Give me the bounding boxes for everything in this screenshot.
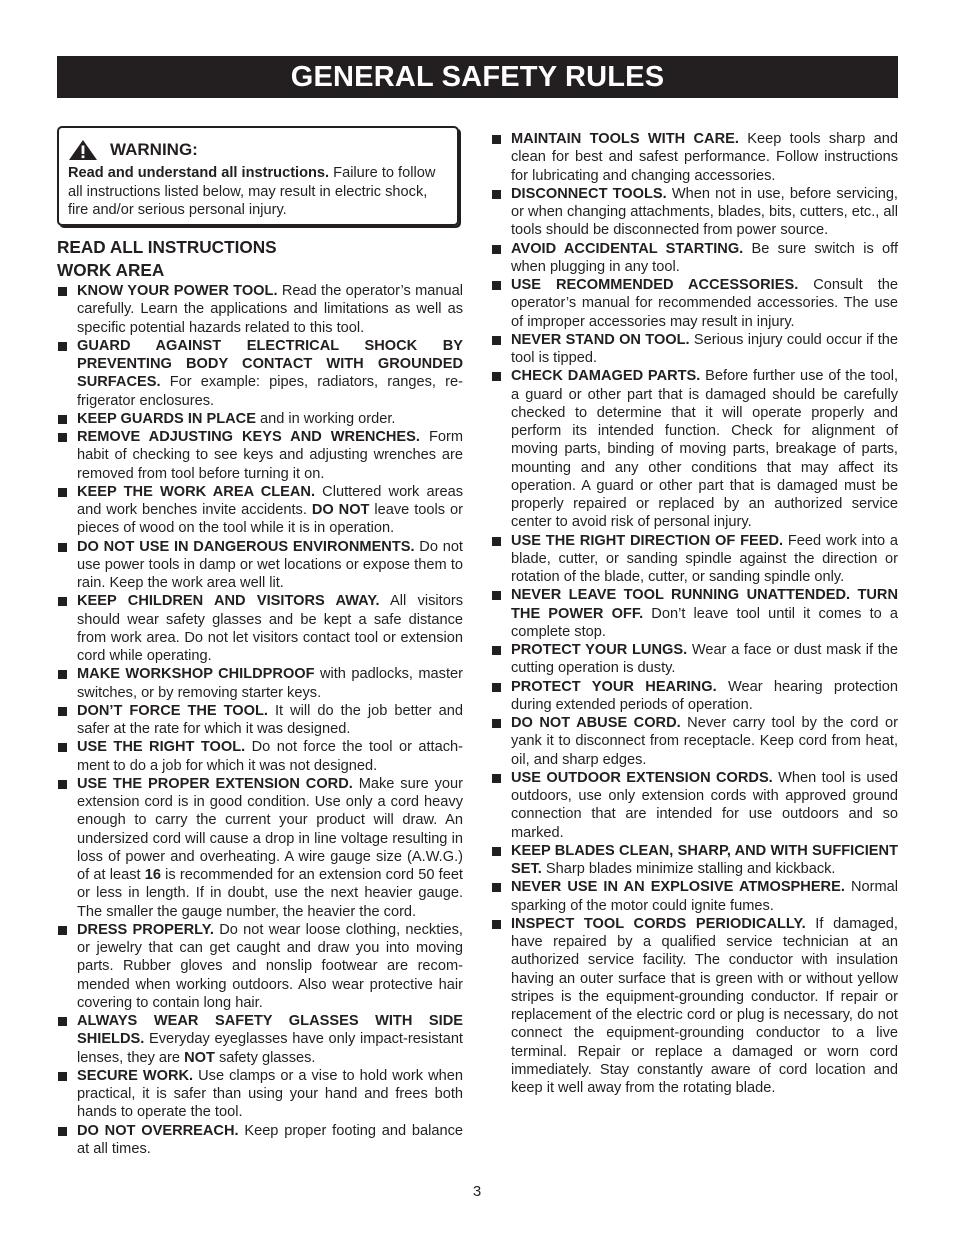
warning-header [68, 139, 449, 161]
warning-lead: Read and understand all instructions. [68, 165, 330, 181]
rule-item [491, 331, 898, 368]
warning-triangle-icon [68, 139, 98, 161]
square-bullet-icon [492, 281, 501, 290]
rule-emphasis: NOT [184, 1049, 215, 1066]
rule-label: SECURE WORK. [77, 1067, 194, 1084]
rule-label: DO NOT USE IN DANGEROUS ENVIRONMENTS. [77, 538, 415, 555]
rule-label: DO NOT ABUSE CORD. [511, 715, 681, 731]
page-title: GENERAL SAFETY RULES [290, 60, 665, 93]
rule-text: is recommended for an extension cord 50 feet or less in length. If in doubt, use the next heavier gauge. The smaller the gauge number, the heavier the cord. [77, 867, 463, 920]
rule-item [491, 586, 898, 641]
rule-text: It will do the job better and safer at the rate for which it was designed. [77, 702, 463, 737]
square-bullet-icon [58, 1127, 67, 1136]
rule-text: Use clamps or a vise to hold work when practical, it is safer than using your hand and frees both hands to operate the tool. [77, 1067, 463, 1121]
rule-text: If damaged, have repaired by a qualified service technician at an authorized service facility. The conductor with insulation having an outer surface that is green with or without yellow stripes is the equipment-grounding conductor. If repair or replacement of the electric cord or plug is necessary, do not connect the equipment-grounding conductor to a live terminal. Repair or replace a damaged or worn cord immediately. Stay constantly aware of cord location and keep it well away from the rotating blade. [511, 915, 898, 1096]
warning-text [68, 164, 449, 220]
rule-item [57, 483, 463, 538]
rule-label: KNOW YOUR POWER TOOL. [77, 283, 278, 299]
rule-emphasis: 16 [144, 867, 161, 883]
rule-label: DISCONNECT TOOLS. [511, 185, 667, 202]
square-bullet-icon [492, 591, 501, 600]
rule-item [57, 738, 463, 775]
rule-label: INSPECT TOOL CORDS PERIODICALLY. [511, 915, 806, 932]
rule-item [491, 532, 898, 587]
rule-item [57, 921, 463, 1012]
rule-text: For example: pipes, radiators, ranges, refrigerator enclosures. [77, 374, 463, 409]
rule-label: DO NOT OVERREACH. [77, 1122, 239, 1139]
rule-item [491, 769, 898, 842]
page-title-banner [57, 56, 898, 98]
warning-body: Failure to follow all instructions listed below, may result in electric shock, fire and/or serious personal injury. [68, 165, 436, 219]
rule-text: Do not use power tools in damp or wet locations or expose them to rain. Keep the work area well lit. [77, 538, 463, 591]
right-column [491, 130, 898, 1097]
rule-item [57, 428, 463, 483]
square-bullet-icon [492, 683, 501, 692]
rule-label: DRESS PROPERLY. [77, 921, 214, 938]
rule-item [491, 915, 898, 1098]
square-bullet-icon [492, 372, 501, 381]
rule-text: Serious injury could occur if the tool is tipped. [511, 331, 899, 366]
rule-label: KEEP GUARDS IN PLACE [77, 410, 256, 427]
rule-item [491, 842, 898, 879]
warning-box [57, 126, 459, 226]
rule-text: Be sure switch is off when plugging in any tool. [511, 240, 899, 275]
rule-text: Read the operator’s manual carefully. Learn the applications and limitations as well as specific potential hazards related to this tool. [77, 283, 463, 336]
rule-item [57, 592, 463, 665]
square-bullet-icon [492, 920, 501, 929]
rule-text: Normal sparking of the motor could ignite fumes. [511, 879, 898, 914]
rule-text: When tool is used outdoors, use only extension cords with approved ground connection that are intended for use outdoors and so marked. [511, 769, 898, 841]
rule-text: Consult the operator’s manual for recommended accessories. The use of improper accessories may result in injury. [511, 277, 898, 330]
rule-label: DON’T FORCE THE TOOL. [77, 702, 268, 719]
rule-text: All visitors should wear safety glasses and be kept a safe distance from work area. Do not let visitors contact tool or extension cord while operating. [77, 593, 463, 664]
square-bullet-icon [58, 287, 67, 296]
page-number: 3 [472, 1183, 482, 1200]
rule-label: USE RECOMMENDED ACCESSORIES. [511, 277, 799, 293]
square-bullet-icon [58, 415, 67, 424]
rule-label: REMOVE ADJUSTING KEYS AND WRENCHES. [77, 429, 420, 445]
rule-item [57, 538, 463, 593]
rule-item [491, 276, 898, 331]
rule-text: When not in use, before servicing, or when changing attachments, blades, bits, cutters, etc., all tools should be disconnected from power source. [511, 185, 898, 239]
rule-text: Cluttered work areas and work benches invite accidents. [77, 483, 463, 518]
rule-text: Sharp blades minimize stalling and kickback. [541, 861, 836, 877]
rule-item [491, 714, 898, 769]
rule-label: USE OUTDOOR EXTENSION CORDS. [511, 769, 773, 786]
square-bullet-icon [58, 743, 67, 752]
square-bullet-icon [58, 433, 67, 442]
warning-label: WARNING: [110, 139, 198, 159]
square-bullet-icon [58, 1072, 67, 1081]
rule-item [57, 410, 463, 428]
rule-item [491, 240, 898, 277]
square-bullet-icon [58, 543, 67, 552]
square-bullet-icon [492, 537, 501, 546]
square-bullet-icon [58, 707, 67, 716]
rule-item [57, 775, 463, 921]
rule-text: Before further use of the tool, a guard or other part that is damaged should be carefully checked to determine that it will operate properly and perform its intended function. Check for alignment of moving parts, binding of moving parts, breakage of parts, mounting and any other conditions that may affect its operation. A guard or other part that is damaged must be properly repaired or replaced by an authorized service center to avoid risk of personal injury. [511, 368, 898, 531]
square-bullet-icon [58, 780, 67, 789]
rule-item [491, 367, 898, 531]
rule-item [57, 337, 463, 410]
section-heading: READ ALL INSTRUCTIONS [57, 237, 277, 257]
left-rule-list [57, 282, 463, 1158]
rule-text: with padlocks, master switches, or by removing starter keys. [77, 666, 463, 701]
square-bullet-icon [58, 597, 67, 606]
square-bullet-icon [492, 646, 501, 655]
rule-text: Make sure your extension cord is in good condition. Use only a cord heavy enough to carry the current your product will draw. An undersized cord will cause a drop in line voltage resulting in loss of power and overheating. A wire gauge size (A.W.G.) of at least [77, 775, 463, 883]
rule-item [491, 878, 898, 915]
rule-item [57, 1122, 463, 1159]
section-subheading: WORK AREA [57, 260, 165, 280]
square-bullet-icon [492, 190, 501, 199]
rule-text: Wear a face or dust mask if the cutting operation is dusty. [511, 642, 898, 677]
rule-item [57, 702, 463, 739]
rule-text: Form habit of checking to see keys and adjusting wrenches are removed from tool before turning it on. [77, 429, 463, 482]
square-bullet-icon [58, 488, 67, 497]
square-bullet-icon [58, 670, 67, 679]
right-rule-list [491, 130, 898, 1097]
rule-label: KEEP CHILDREN AND VISITORS AWAY. [77, 593, 380, 610]
square-bullet-icon [492, 847, 501, 856]
rule-label: AVOID ACCIDENTAL STARTING. [511, 240, 744, 257]
rule-label: MAINTAIN TOOLS WITH CARE. [511, 131, 739, 147]
rule-item [57, 1012, 463, 1067]
rule-text: Do not wear loose clothing, neckties, or jewelry that can get caught and draw you into moving parts. Rubber gloves and nonslip footwear are recommended when working outdoors. Also wear protective hair covering to contain long hair. [77, 921, 463, 1011]
left-column [57, 236, 463, 1158]
rule-text: Never carry tool by the cord or yank it to disconnect from receptacle. Keep cord from heat, oil, and sharp edges. [511, 715, 898, 768]
square-bullet-icon [492, 135, 501, 144]
rule-text: Everyday eyeglasses have only impact-resistant lenses, they are [77, 1031, 463, 1066]
rule-item [57, 1067, 463, 1122]
rule-label: ALWAYS WEAR SAFETY GLASSES WITH SIDE SHIELDS. [77, 1013, 463, 1048]
rule-label: CHECK DAMAGED PARTS. [511, 368, 701, 385]
square-bullet-icon [58, 342, 67, 351]
rule-label: GUARD AGAINST ELECTRICAL SHOCK BY PREVENTING BODY CONTACT WITH GROUNDED SURFACES. [77, 337, 463, 391]
rule-text: Wear hearing protection during extended periods of operation. [511, 678, 898, 713]
rule-text: safety glasses. [214, 1049, 316, 1066]
square-bullet-icon [492, 774, 501, 783]
rule-label: PROTECT YOUR HEARING. [511, 678, 717, 695]
rule-item [491, 130, 898, 185]
rule-label: NEVER STAND ON TOOL. [511, 331, 690, 348]
square-bullet-icon [492, 883, 501, 892]
rule-item [491, 641, 898, 678]
rule-item [57, 665, 463, 702]
square-bullet-icon [492, 336, 501, 345]
rule-text: and in working order. [255, 410, 396, 427]
rule-text: Don’t leave tool until it comes to a complete stop. [511, 605, 899, 640]
square-bullet-icon [58, 926, 67, 935]
rule-text: Feed work into a blade, cutter, or sanding spindle against the direction or rotation of the blade, cutter, or sanding spindle only. [511, 532, 898, 585]
square-bullet-icon [492, 245, 501, 254]
rule-label: USE THE PROPER EXTENSION CORD. [77, 775, 353, 792]
rule-label: MAKE WORKSHOP CHILDPROOF [77, 666, 315, 683]
rule-label: NEVER LEAVE TOOL RUNNING UNATTENDED. TURN THE POWER OFF. [511, 587, 898, 622]
rule-label: USE THE RIGHT TOOL. [77, 739, 246, 756]
rule-item [491, 185, 898, 240]
rule-label: PROTECT YOUR LUNGS. [511, 642, 688, 658]
rule-label: KEEP BLADES CLEAN, SHARP, AND WITH SUFFICIENT SET. [511, 842, 898, 877]
rule-text: Keep proper footing and balance at all times. [77, 1122, 464, 1157]
rule-emphasis: DO NOT [311, 502, 370, 518]
rule-item [57, 282, 463, 337]
rule-label: KEEP THE WORK AREA CLEAN. [77, 483, 316, 500]
square-bullet-icon [492, 719, 501, 728]
rule-label: NEVER USE IN AN EXPLOSIVE ATMOSPHERE. [511, 879, 845, 896]
rule-text: Do not force the tool or attachment to do a job for which it was not designed. [77, 739, 463, 774]
rule-text: Keep tools sharp and clean for best and safest performance. Follow instructions for lubricating and changing accessories. [511, 131, 899, 184]
square-bullet-icon [58, 1017, 67, 1026]
rule-item [491, 678, 898, 715]
rule-label: USE THE RIGHT DIRECTION OF FEED. [511, 532, 784, 549]
rule-text: leave tools or pieces of wood on the tool while it is in operation. [77, 502, 463, 537]
